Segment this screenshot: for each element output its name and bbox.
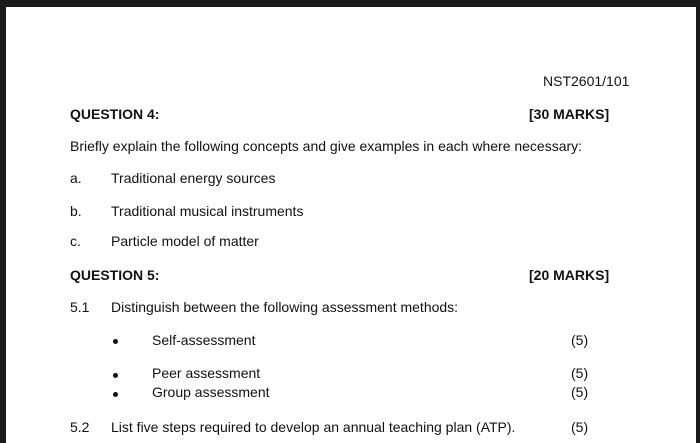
window-top-border [0,0,700,7]
question-4-title: QUESTION 4: [70,106,160,122]
question-5-2-marks: (5) [571,419,589,435]
item-a-text: Traditional energy sources [111,170,276,186]
window-right-border [696,0,700,443]
bullet-3-marks: (5) [571,384,589,400]
question-5-2-number: 5.2 [70,419,90,435]
item-c-text: Particle model of matter [111,233,259,249]
bullet-icon [113,392,118,397]
bullet-1-text: Self-assessment [152,332,256,348]
question-5-1-number: 5.1 [70,299,90,315]
bullet-icon [113,339,118,344]
item-a-letter: a. [70,170,82,186]
question-4-instruction: Briefly explain the following concepts and give examples in each where necessary: [70,138,583,154]
bullet-2-marks: (5) [571,365,589,381]
question-5-2-text: List five steps required to develop an annual teaching plan (ATP). [111,419,516,435]
bullet-1-marks: (5) [571,332,589,348]
bullet-icon [113,373,118,378]
item-b-text: Traditional musical instruments [111,203,304,219]
question-5-title: QUESTION 5: [70,267,160,283]
item-c-letter: c. [70,233,81,249]
course-code: NST2601/101 [543,73,630,89]
question-5-1-text: Distinguish between the following assessment methods: [111,299,459,315]
bullet-2-text: Peer assessment [152,365,261,381]
bullet-3-text: Group assessment [152,384,270,400]
item-b-letter: b. [70,203,82,219]
question-5-marks: [20 MARKS] [529,267,610,283]
question-4-marks: [30 MARKS] [529,106,610,122]
document-page [6,7,696,443]
